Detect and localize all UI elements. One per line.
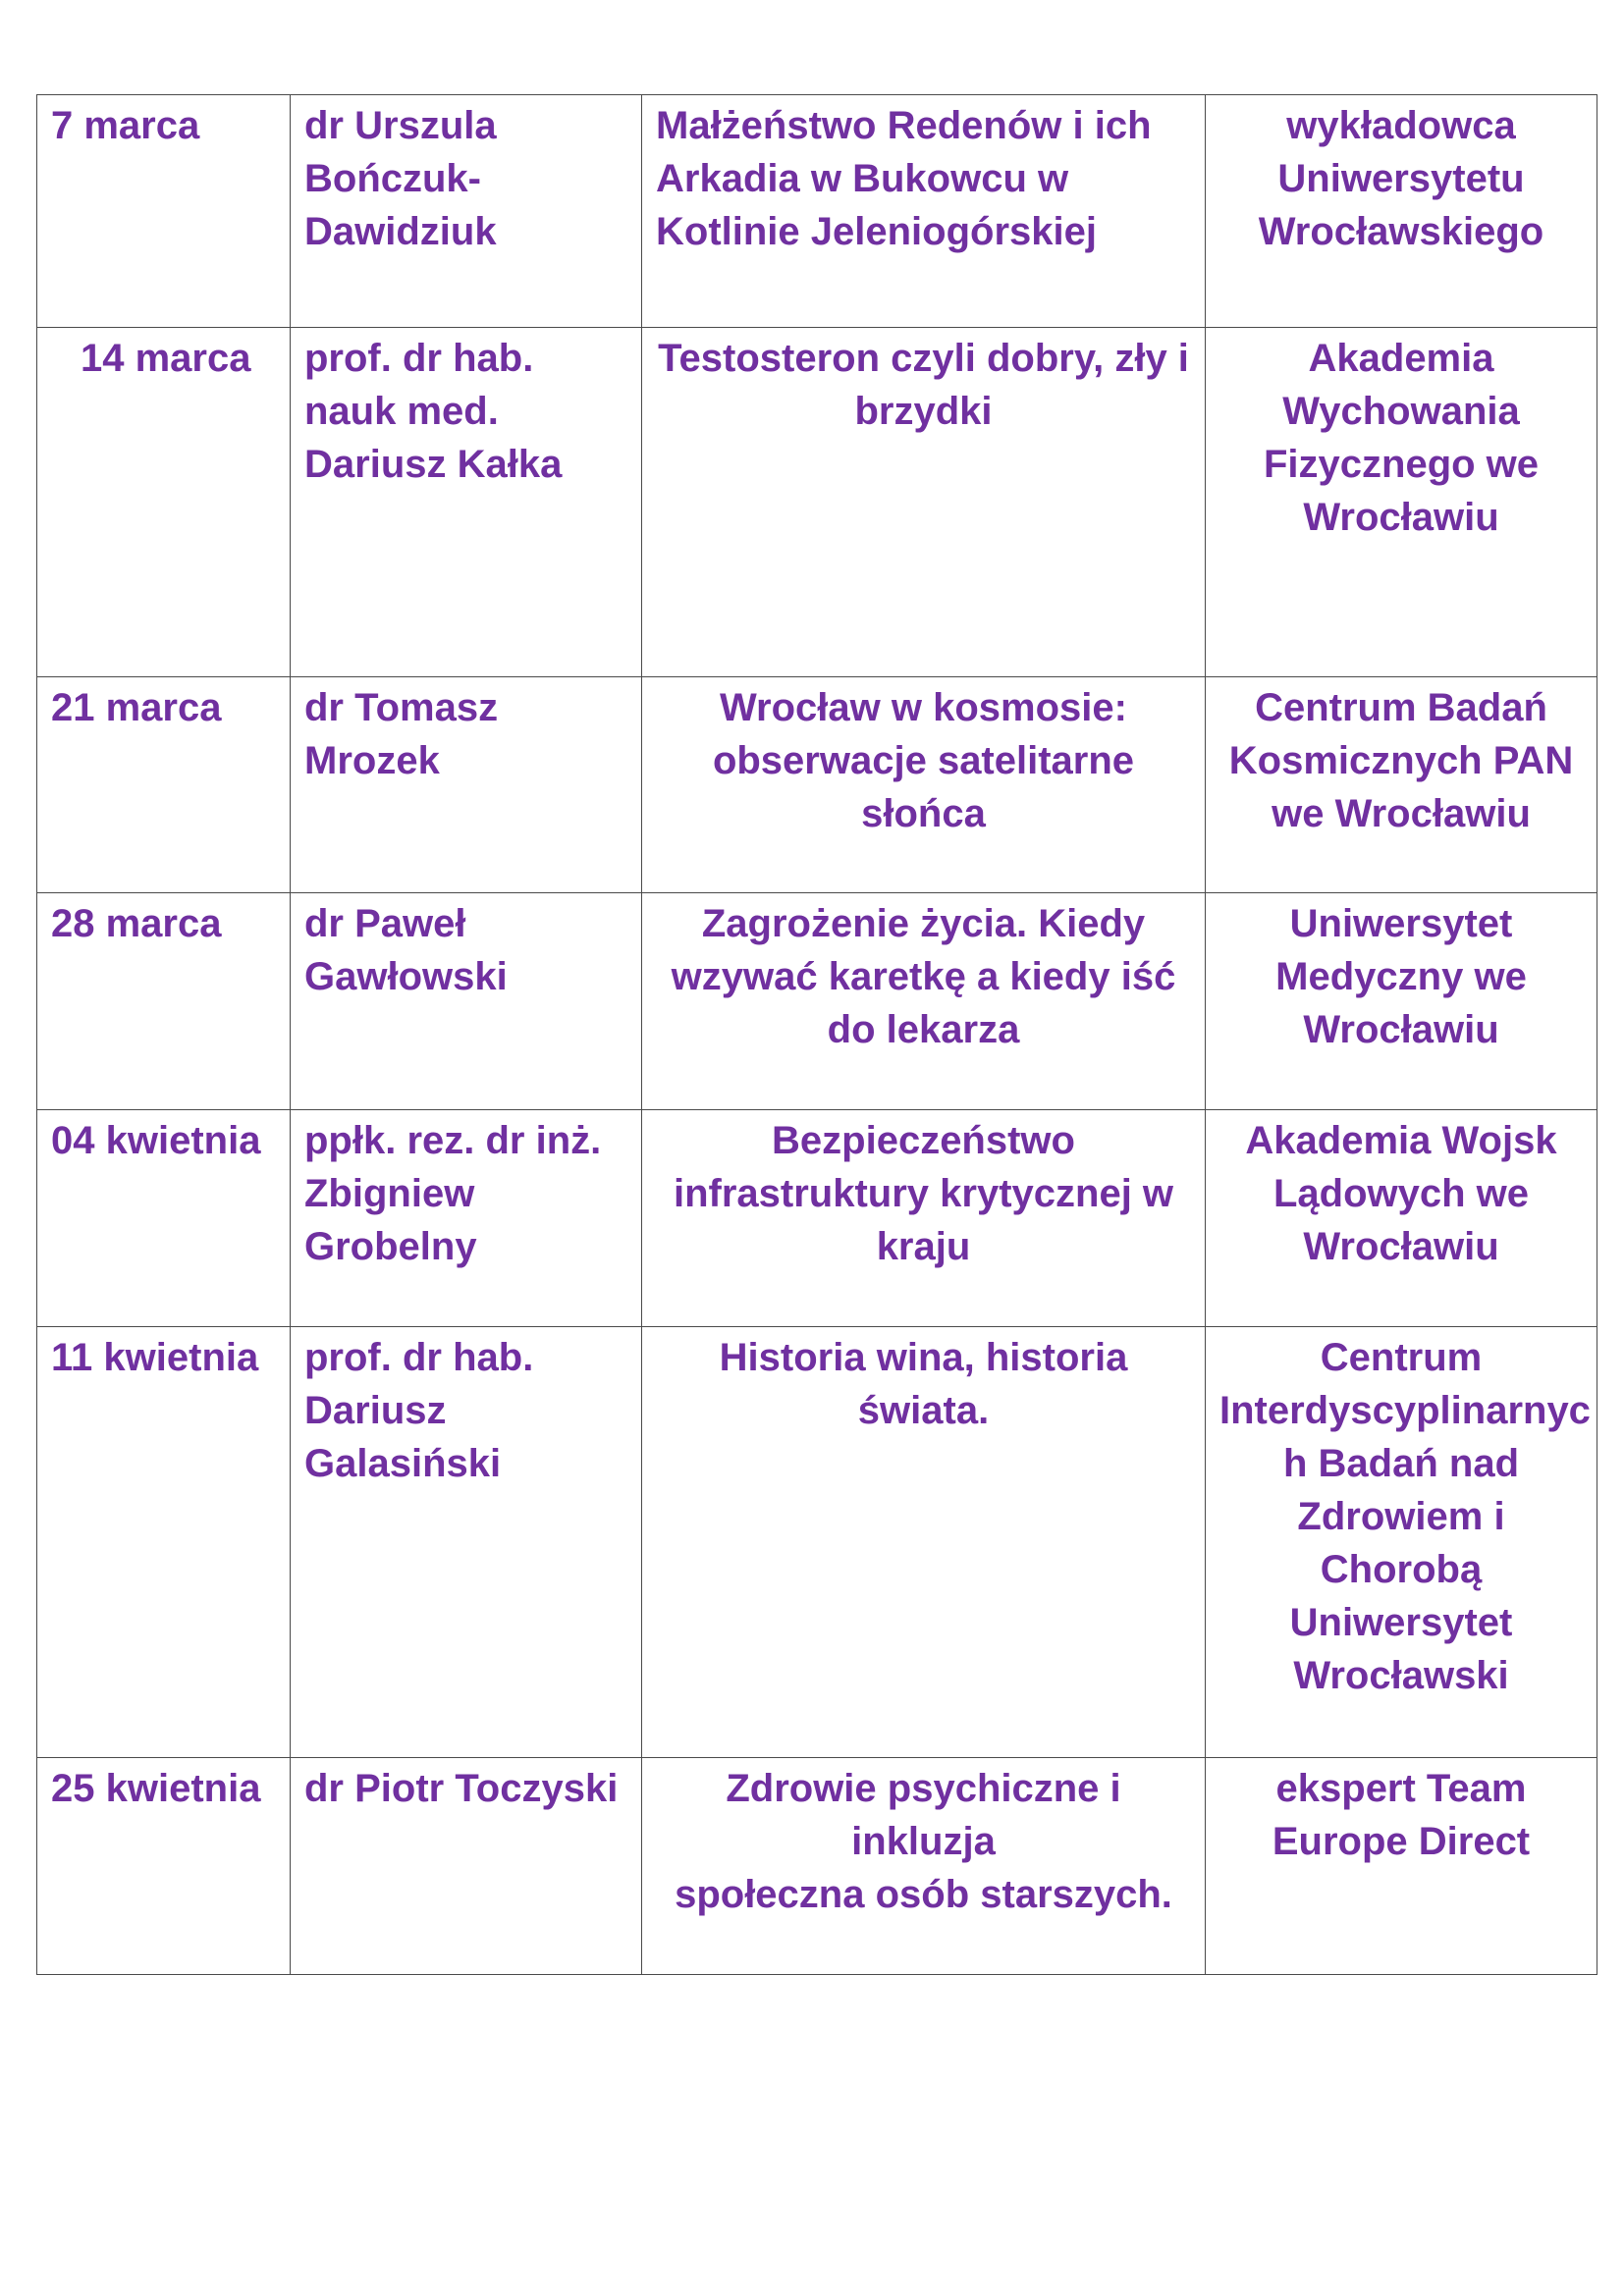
date-cell [37,1110,291,1327]
title-cell [642,1110,1206,1327]
speaker-line: prof. dr hab. [304,337,534,380]
affiliation-line: Europe Direct [1272,1820,1531,1863]
date-cell [37,677,291,893]
title-line: kraju [876,1225,971,1268]
speaker-line: prof. dr hab. [304,1336,534,1379]
title-line: Małżeństwo Redenów i ich [656,104,1152,147]
speaker-cell [291,1110,642,1327]
date-text: 11 kwietnia [51,1336,259,1379]
table-row [37,1758,1597,1975]
speaker-cell [291,95,642,328]
affiliation-cell [1206,677,1597,893]
affiliation-line: Lądowych we [1272,1172,1530,1215]
title-line: Historia wina, historia [719,1336,1128,1379]
title-line: do lekarza [827,1008,1020,1051]
date-text: 28 marca [51,902,222,945]
title-cell [642,1327,1206,1758]
date-text: 04 kwietnia [51,1119,261,1162]
speaker-line: dr Urszula [304,104,497,147]
speaker-line: ppłk. rez. dr inż. [304,1119,602,1162]
date-cell [37,328,291,677]
speaker-cell [291,893,642,1110]
title-line: Bezpieczeństwo [772,1119,1075,1162]
title-line: Wrocław w kosmosie: [720,686,1127,729]
speaker-line: Grobelny [304,1225,477,1268]
affiliation-line: Interdyscyplinarnyc [1219,1389,1591,1432]
affiliation-line: Centrum [1320,1336,1483,1379]
speaker-line: Bończuk- [304,157,481,200]
lecture-schedule-table [36,94,1597,1975]
speaker-line: nauk med. [304,390,499,433]
affiliation-line: Akademia Wojsk [1245,1119,1557,1162]
title-line: brzydki [854,390,993,433]
table-row [37,677,1597,893]
affiliation-line: wykładowca [1286,104,1516,147]
date-text: 21 marca [51,686,222,729]
speaker-line: dr Tomasz [304,686,499,729]
affiliation-cell [1206,893,1597,1110]
affiliation-line: Fizycznego we [1263,443,1540,486]
title-line: Arkadia w Bukowcu w [656,157,1069,200]
date-cell [37,1327,291,1758]
date-text: 25 kwietnia [51,1767,261,1810]
speaker-cell [291,1327,642,1758]
title-line: Zagrożenie życia. Kiedy [701,902,1146,945]
affiliation-line: Wrocławiu [1303,496,1499,539]
title-line: Zdrowie psychiczne i inkluzja [726,1767,1121,1863]
speaker-cell [291,677,642,893]
title-line: obserwacje satelitarne [712,739,1135,782]
date-cell [37,1758,291,1975]
title-cell [642,1758,1206,1975]
date-cell [37,95,291,328]
speaker-line: Zbigniew [304,1172,475,1215]
title-line: Kotlinie Jeleniogórskiej [656,210,1098,253]
title-cell [642,893,1206,1110]
affiliation-line: Medyczny we [1275,955,1527,998]
title-line: słońca [861,792,986,835]
title-line: infrastruktury krytycznej w [673,1172,1174,1215]
speaker-line: Dawidziuk [304,210,497,253]
affiliation-line: Kosmicznych PAN [1228,739,1574,782]
affiliation-line: Centrum Badań [1255,686,1547,729]
title-cell [642,95,1206,328]
affiliation-line: Uniwersytet [1289,902,1513,945]
speaker-line: Dariusz [304,1389,447,1432]
affiliation-line: Uniwersytet [1289,1601,1513,1644]
speaker-line: Gawłowski [304,955,508,998]
table-row [37,1110,1597,1327]
affiliation-line: Wrocławskiego [1258,210,1544,253]
affiliation-line: we Wrocławiu [1272,792,1531,835]
speaker-line: Dariusz Kałka [304,443,563,486]
affiliation-cell [1206,328,1597,677]
affiliation-line: Wrocławiu [1303,1008,1499,1051]
title-cell [642,677,1206,893]
date-text: 14 marca [81,337,251,380]
speaker-line: dr Paweł [304,902,466,945]
affiliation-line: Chorobą [1320,1548,1483,1591]
title-line: świata. [857,1389,990,1432]
speaker-line: Galasiński [304,1442,502,1485]
affiliation-line: Akademia [1308,337,1494,380]
title-line: wzywać karetkę a kiedy iść [671,955,1176,998]
speaker-cell [291,328,642,677]
title-line: Testosteron czyli dobry, zły i [658,337,1189,380]
affiliation-cell [1206,1327,1597,1758]
date-cell [37,893,291,1110]
title-line: społeczna osób starszych. [675,1873,1172,1916]
table-row [37,893,1597,1110]
table-row [37,1327,1597,1758]
affiliation-line: h Badań nad [1282,1442,1520,1485]
affiliation-line: Zdrowiem i [1297,1495,1505,1538]
affiliation-line: Wychowania [1282,390,1520,433]
affiliation-cell [1206,1758,1597,1975]
speaker-cell [291,1758,642,1975]
table-row [37,95,1597,328]
table-row [37,328,1597,677]
date-text: 7 marca [51,104,200,147]
affiliation-cell [1206,1110,1597,1327]
affiliation-line: Wrocławski [1293,1654,1509,1697]
affiliation-line: Uniwersytetu [1277,157,1525,200]
affiliation-line: ekspert Team [1275,1767,1527,1810]
speaker-line: Mrozek [304,739,440,782]
affiliation-line: Wrocławiu [1303,1225,1499,1268]
speaker-line: dr Piotr Toczyski [304,1767,619,1810]
affiliation-cell [1206,95,1597,328]
title-cell [642,328,1206,677]
